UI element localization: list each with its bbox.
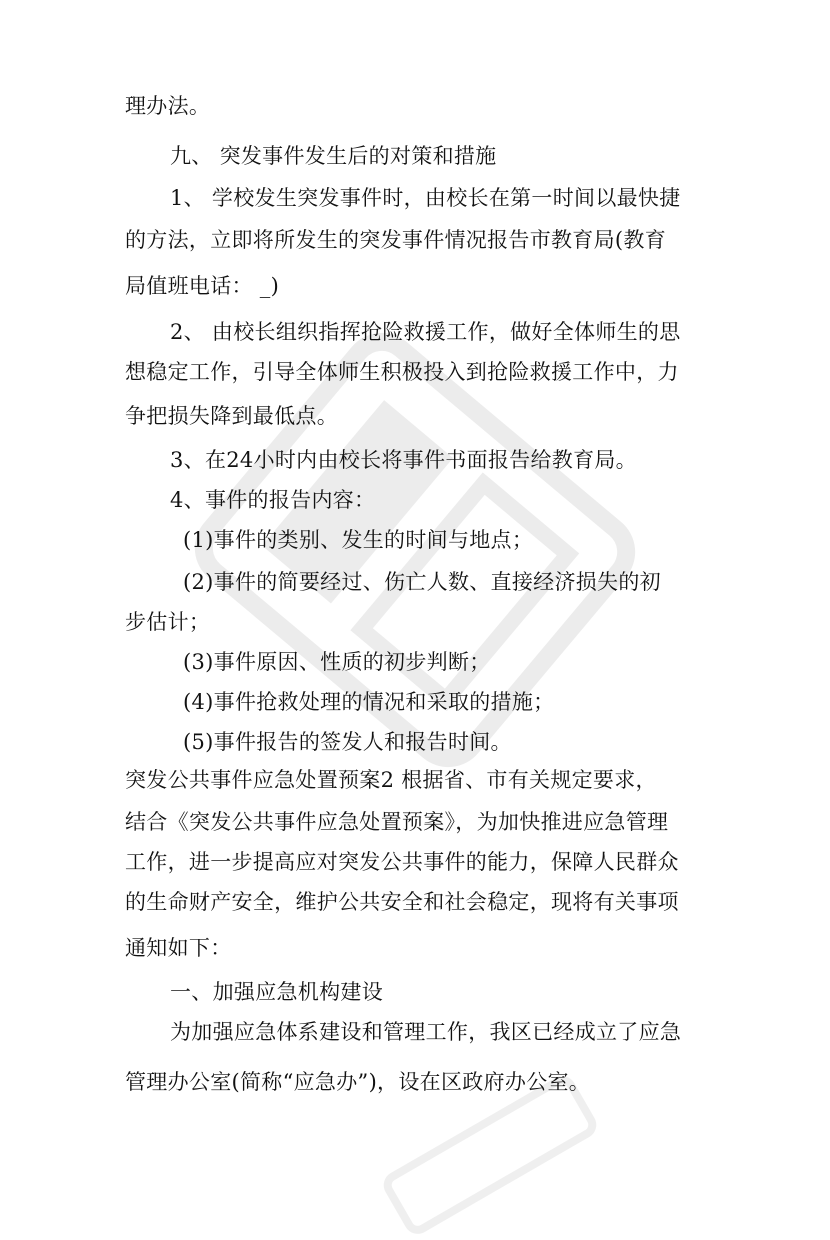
text-line-23: 为加强应急体系建设和管理工作，我区已经成立了应急 (170, 1020, 682, 1044)
text-line-21: 通知如下： (125, 936, 232, 960)
text-line-19: 工作，进一步提高应对突发公共事件的能力，保障人民群众 (125, 850, 679, 874)
text-line-4: 的方法，立即将所发生的突发事件情况报告市教育局(教育 (125, 228, 666, 252)
text-line-20: 的生命财产安全，维护公共安全和社会稳定，现将有关事项 (125, 890, 679, 914)
text-line-10: 4、事件的报告内容： (170, 488, 376, 512)
list-item-2: (2)事件的简要经过、伤亡人数、直接经济损失的初 (183, 570, 661, 594)
list-item-1: (1)事件的类别、发生的时间与地点； (183, 528, 534, 552)
list-item-3: (3)事件原因、性质的初步判断； (183, 650, 491, 674)
list-item-5: (5)事件报告的签发人和报告时间。 (183, 730, 512, 754)
text-line-5: 局值班电话： _) (125, 274, 280, 298)
text-line-8: 争把损失降到最低点。 (125, 404, 338, 428)
list-item-4: (4)事件抢救处理的情况和采取的措施； (183, 690, 555, 714)
text-line-3: 1、 学校发生突发事件时，由校长在第一时间以最快捷 (170, 186, 681, 210)
section-heading-1: 一、加强应急机构建设 (170, 980, 383, 1004)
text-line-1: 理办法。 (125, 94, 211, 118)
section-heading-9: 九、 突发事件发生后的对策和措施 (170, 144, 497, 168)
text-line-9: 3、在24小时内由校长将事件书面报告给教育局。 (170, 448, 637, 472)
section-title-plan-2: 突发公共事件应急处置预案2 根据省、市有关规定要求， (125, 768, 657, 792)
text-line-24: 管理办公室(简称“应急办”)，设在区政府办公室。 (125, 1070, 591, 1094)
text-line-13: 步估计； (125, 610, 211, 634)
text-line-7: 想稳定工作，引导全体师生积极投入到抢险救援工作中，力 (125, 360, 679, 384)
text-line-6: 2、 由校长组织指挥抢险救援工作，做好全体师生的思 (170, 320, 681, 344)
text-line-18: 结合《突发公共事件应急处置预案》，为加快推进应急管理 (125, 810, 669, 834)
